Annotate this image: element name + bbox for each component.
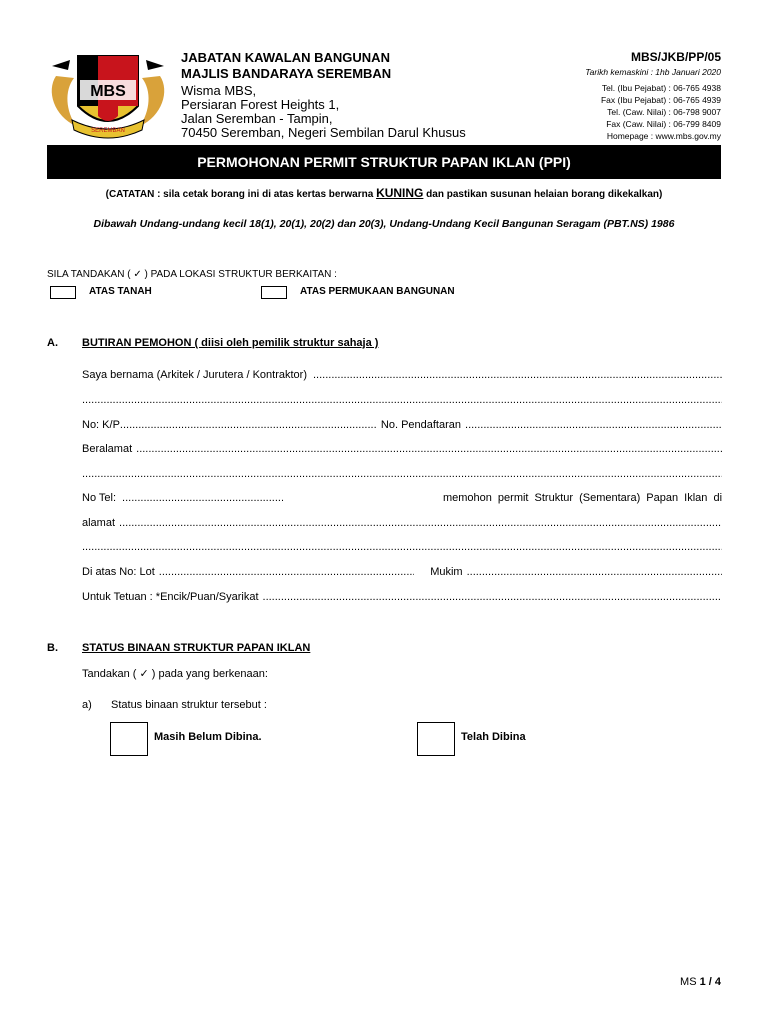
lot-fill[interactable]: [159, 566, 414, 578]
address-field[interactable]: [82, 443, 722, 455]
checkbox-atas-permukaan-bangunan[interactable]: [261, 286, 287, 299]
option-telah-dibina-label: Telah Dibina: [461, 731, 526, 743]
fill-line: [136, 443, 722, 455]
field-label: Mukim: [430, 566, 463, 578]
location-instruction: SILA TANDAKAN ( ✓ ) PADA LOKASI STRUKTUR BERKAITAN :: [47, 269, 337, 280]
form-reference: MBS/JKB/PP/05: [630, 50, 721, 64]
lot-mukim-row[interactable]: [82, 566, 722, 578]
applicant-name-field[interactable]: [82, 369, 722, 381]
ic-registration-row[interactable]: [82, 419, 722, 431]
address-line: 70450 Seremban, Negeri Sembilan Darul Khusus: [181, 125, 466, 140]
checkbox-masih-belum-dibina[interactable]: [110, 722, 148, 756]
phone-fill[interactable]: [122, 492, 282, 504]
page-prefix: MS: [680, 976, 700, 988]
checkbox-atas-tanah[interactable]: [50, 286, 76, 299]
fill-line: [119, 517, 722, 529]
print-note: [0, 186, 768, 200]
fill-line: [82, 468, 722, 480]
field-label: Di atas No: Lot: [82, 566, 155, 578]
item-a-letter: a): [82, 699, 92, 711]
contact-line: Fax (Ibu Pejabat) : 06-765 4939: [600, 95, 721, 105]
field-label: No. Pendaftaran: [380, 419, 462, 431]
section-b-instruction: Tandakan ( ✓ ) pada yang berkenaan:: [82, 668, 268, 680]
fill-line: [82, 541, 722, 553]
address-line: Jalan Seremban - Tampin,: [181, 111, 333, 126]
apply-text: memohon permit Struktur (Sementara) Papan Iklan di: [442, 492, 722, 504]
logo-text: MBS: [90, 83, 126, 100]
contact-line: Fax (Caw. Nilai) : 06-799 8409: [606, 119, 721, 129]
fill-line: [313, 369, 722, 381]
site-address-field[interactable]: [82, 517, 722, 529]
field-label: Untuk Tetuan : *Encik/Puan/Syarikat: [82, 591, 259, 603]
option-masih-belum-dibina-label: Masih Belum Dibina.: [154, 731, 262, 743]
applicant-name-continuation[interactable]: [82, 394, 722, 406]
mbs-logo: [46, 46, 170, 146]
note-text: dan pastikan susunan helaian borang dikekalkan): [423, 189, 663, 200]
owner-field[interactable]: [82, 591, 722, 603]
option-atas-tanah-label: ATAS TANAH: [89, 286, 152, 297]
address-continuation[interactable]: [82, 468, 722, 480]
address-line: Persiaran Forest Heights 1,: [181, 97, 340, 112]
homepage-line: Homepage : www.mbs.gov.my: [606, 131, 721, 141]
page-number: [680, 976, 721, 988]
contact-line: Tel. (Ibu Pejabat) : 06-765 4938: [601, 83, 721, 93]
mukim-fill[interactable]: [467, 566, 722, 578]
fill-line: [82, 394, 722, 406]
note-highlight: KUNING: [376, 186, 424, 200]
contact-line: Tel. (Caw. Nilai) : 06-798 9007: [607, 107, 721, 117]
field-label: No Tel:: [82, 492, 117, 504]
field-label: No: K/P: [82, 419, 120, 431]
kp-fill[interactable]: [120, 419, 377, 431]
registration-fill[interactable]: [465, 419, 722, 431]
section-b-letter: B.: [47, 642, 58, 654]
org-line1: JABATAN KAWALAN BANGUNAN: [181, 50, 390, 65]
org-line2: MAJLIS BANDARAYA SEREMBAN: [181, 66, 392, 81]
form-title: PERMOHONAN PERMIT STRUKTUR PAPAN IKLAN (PPI): [47, 145, 721, 179]
section-b-heading: STATUS BINAAN STRUKTUR PAPAN IKLAN: [82, 642, 311, 654]
option-atas-permukaan-label: ATAS PERMUKAAN BANGUNAN: [300, 286, 455, 297]
field-label: Saya bernama (Arkitek / Jurutera / Kontraktor): [82, 369, 307, 381]
section-a-letter: A.: [47, 337, 58, 349]
note-text: (CATATAN : sila cetak borang ini di atas kertas berwarna: [105, 189, 377, 200]
law-reference: Dibawah Undang-undang kecil 18(1), 20(1), 20(2) dan 20(3), Undang-Undang Kecil Bangunan Seragam (PBT.NS) 1986: [93, 218, 675, 230]
logo-banner-text: SEREMBAN: [91, 128, 125, 134]
phone-row[interactable]: [82, 492, 722, 504]
checkbox-telah-dibina[interactable]: [417, 722, 455, 756]
field-label: alamat: [82, 517, 116, 529]
section-a-heading: BUTIRAN PEMOHON ( diisi oleh pemilik struktur sahaja ): [82, 337, 379, 349]
fill-line: [263, 591, 722, 603]
item-a-text: Status binaan struktur tersebut :: [111, 699, 267, 711]
site-address-continuation[interactable]: [82, 541, 722, 553]
field-label: Beralamat: [82, 443, 133, 455]
update-date: Tarikh kemaskini : 1hb Januari 2020: [585, 67, 721, 77]
address-line: Wisma MBS,: [181, 83, 257, 98]
page-count: 1 / 4: [699, 976, 721, 988]
